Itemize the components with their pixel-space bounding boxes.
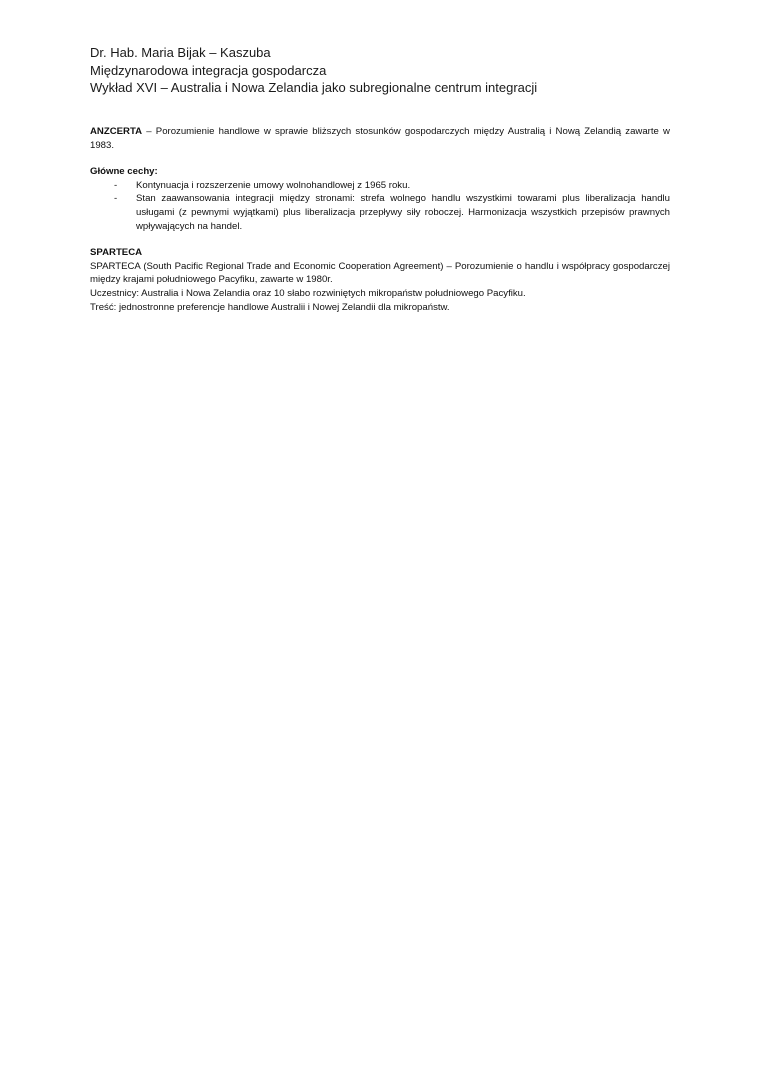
document-header	[90, 44, 680, 97]
list-item-text: Kontynuacja i rozszerzenie umowy wolnohandlowej z 1965 roku.	[136, 179, 411, 191]
course-title: Międzynarodowa integracja gospodarcza	[90, 62, 327, 78]
document-body	[90, 125, 670, 314]
anzcerta-definition: – Porozumienie handlowe w sprawie bliższych stosunków gospodarczych między Australią i Nową Zelandią zawarte w 1983.	[90, 126, 670, 151]
sparteca-members: Uczestnicy: Australia i Nowa Zelandia oraz 10 słabo rozwiniętych mikropaństw południowego Pacyfiku.	[90, 287, 526, 299]
sparteca-content: Treść: jednostronne preferencje handlowe Australii i Nowej Zelandii dla mikropaństw.	[90, 301, 450, 313]
anzcerta-paragraph	[90, 125, 670, 152]
sparteca-heading: SPARTECA	[90, 247, 143, 259]
list-item-text: Stan zaawansowania integracji między stronami: strefa wolnego handlu wszystkimi towarami plus liberalizacja handlu usługami (z pewnymi wyjątkami) plus liberalizacja przepływy siły roboczej. Harmonizacja wszystkich przepisów prawnych wpływających na handel.	[136, 193, 670, 232]
lecture-title: Wykład XVI – Australia i Nowa Zelandia jako subregionalne centrum integracji	[90, 80, 538, 95]
list-marker: -	[114, 179, 118, 191]
features-list	[90, 179, 670, 233]
features-heading: Główne cechy:	[90, 166, 158, 178]
list-marker: -	[114, 193, 118, 205]
list-item	[90, 192, 670, 233]
author-line: Dr. Hab. Maria Bijak – Kaszuba	[90, 45, 271, 60]
list-item	[90, 179, 670, 193]
anzcerta-term: ANZCERTA	[90, 126, 143, 137]
sparteca-definition: SPARTECA (South Pacific Regional Trade and Economic Cooperation Agreement) – Porozumienie o handlu i współpracy gospodarczej między krajami południowego Pacyfiku, zawarte w 1980r.	[90, 260, 670, 286]
